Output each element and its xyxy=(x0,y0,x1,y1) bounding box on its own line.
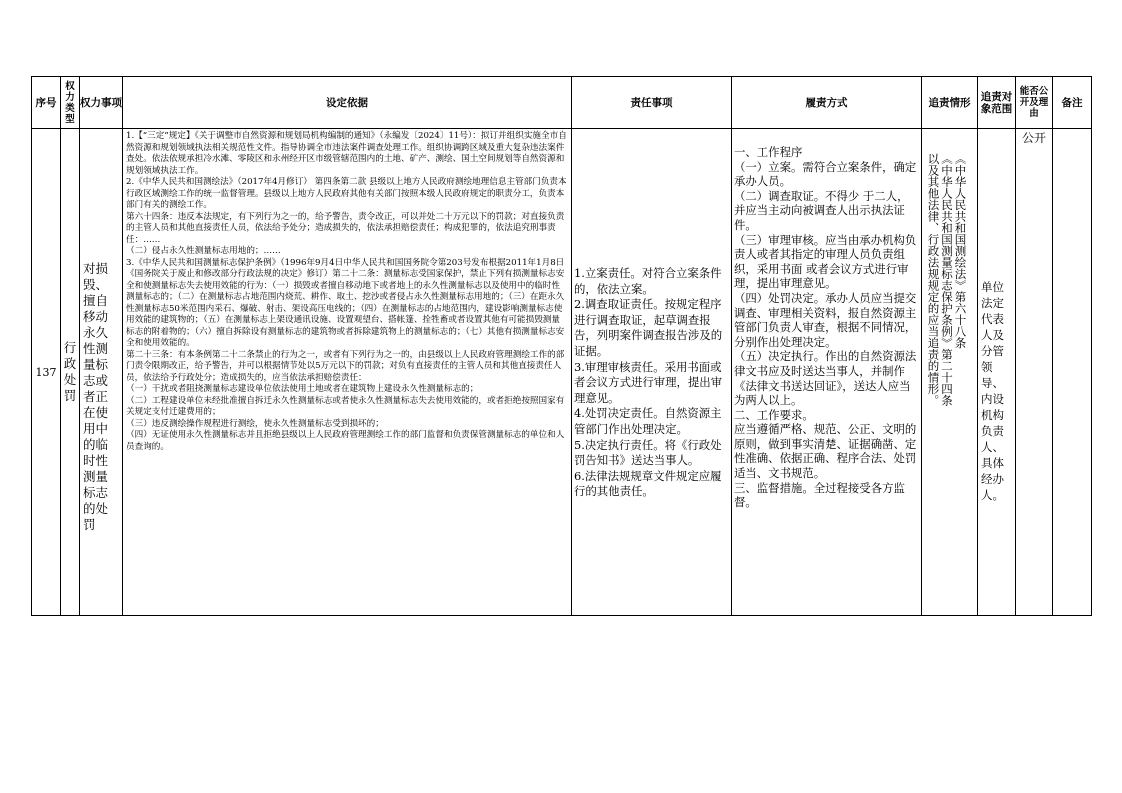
row-resp-cell xyxy=(572,129,732,616)
header-scope: 追责对象范围 xyxy=(978,77,1016,129)
situ-col: 《中华人民共和国测绘法》第六十八条 xyxy=(953,153,968,349)
basis-paragraph: 2.《中华人民共和国测绘法》（2017年4月修订） 第四条第二款 县级以上地方人民政府测绘地理信息主管部门负责本行政区域测绘工作的统一监督管理。县级以上地方人民政府其他有关部门按照本级人民政府规定的职责分工，负责本部门有关的测绘工作。 xyxy=(126,177,567,210)
row-item: 对损毁、擅自移动永久性测量标志或者正在使用中的临时性测量标志的处罚 xyxy=(83,261,109,532)
row-note xyxy=(1053,129,1092,616)
way-item: 应当遵循严格、规范、公正、文明的原则，做到事实清楚、证据确凿、定性准确、依据正确、程序合法、处罚适当、文书规范。 xyxy=(734,422,917,481)
row-type-cell xyxy=(61,129,80,616)
header-way: 履责方式 xyxy=(732,77,922,129)
way-item: 二、工作要求。 xyxy=(734,407,814,422)
resp-item: 6.法律法规规章文件规定应履行的其他责任。 xyxy=(574,468,722,499)
row-resp xyxy=(572,129,731,500)
way-item: （三）审理审核。应当由承办机构负责人或者其指定的审理人员负责组织，采用书面 或者会议方式进行审理，提出审理意见。 xyxy=(734,232,917,291)
way-item: 三、监督措施。全过程接受各方监督。 xyxy=(734,480,905,510)
basis-paragraph: （三）违反测绘操作规程进行测绘，使永久性测量标志受到损坏的； xyxy=(126,418,384,429)
row-item-cell xyxy=(80,129,123,616)
basis-paragraph: （二）侵占永久性测量标志用地的；…… xyxy=(126,246,281,256)
basis-paragraph: （四）无证使用永久性测量标志并且拒绝县级以上人民政府管理测绘工作的部门监督和负责保管测量标志的单位和人员查询的。 xyxy=(126,430,565,452)
header-item: 权力事项 xyxy=(80,77,123,129)
resp-item: 4.处罚决定责任。自然资源主管部门作出处理决定。 xyxy=(574,406,722,436)
basis-paragraph: 第六十四条：违反本法规定，有下列行为之一的，给予警告，责令改正，可以并处二十万元以下的罚款；对直接负责的主管人员和其他直接责任人员，依法给予处分；造成损失的，依法承担赔偿责任；构成犯罪的，依法追究刑事责任：…… xyxy=(126,211,565,245)
situ-columns xyxy=(926,153,977,533)
basis-paragraph: （一）干扰或者阻挠测量标志建设单位依法使用土地或者在建筑物上建设永久性测量标志的； xyxy=(126,384,479,394)
way-item: （四）处罚决定。承办人员应当提交调查、审理相关资料，报自然资源主管部门负责人审查，根据不同情况，分别作出处理决定。 xyxy=(734,290,917,349)
header-seq: 序号 xyxy=(32,77,61,129)
header-type: 权力类型 xyxy=(61,77,80,129)
row-way-cell xyxy=(732,129,922,616)
header-situ: 追责情形 xyxy=(922,77,978,129)
table-row xyxy=(32,129,1092,616)
resp-item: 1.立案责任。对符合立案条件的，依法立案。 xyxy=(574,266,722,296)
way-item: （五）决定执行。作出的自然资源法律文书应及时送达当事人，并制作《法律文书送达回证》，送达人应当为两人以上。 xyxy=(734,349,917,408)
situ-col: 以及其他法律、行政法规规定的应当追责的情形。 xyxy=(926,153,941,406)
header-open: 能否公开及理由 xyxy=(1016,77,1053,129)
row-situ-cell xyxy=(922,129,978,616)
situ-col: 《中华人民共和国测量标志保护条例》第二十四条 xyxy=(940,153,954,406)
basis-paragraph: 第二十三条：有本条例第二十二条禁止的行为之一，或者有下列行为之一的，由县级以上人民政府管理测绘工作的部门责令限期改正，给予警告，并可以根据情节处以5万元以下的罚款；对负有直接责任的主管人员和其他直接责任人员，依法给予行政处分；造成损失的，应当依法承担赔偿责任： xyxy=(126,349,565,383)
resp-item: 2.调查取证责任。按规定程序进行调查取证，起草调查报告，列明案件调查报告涉及的证据。 xyxy=(574,297,723,358)
row-scope-cell xyxy=(978,129,1016,616)
row-basis xyxy=(123,129,571,453)
row-way xyxy=(732,129,921,510)
row-basis-cell xyxy=(123,129,572,616)
row-type: 行政处罚 xyxy=(63,340,77,403)
resp-item: 5.决定执行责任。将《行政处罚告知书》送达当事人。 xyxy=(574,437,722,468)
row-seq: 137 xyxy=(32,129,61,616)
row-situ xyxy=(922,129,977,533)
way-item: （二）调查取证。不得少 于二人，并应当主动向被调查人出示执法证件。 xyxy=(734,188,909,232)
row-scope: 单位法定代表人及分管领导、内设机构负责人、具体经办人。 xyxy=(981,280,1004,502)
basis-paragraph: 3.《中华人民共和国测量标志保护条例》（1996年9月4日中华人民共和国国务院令第203号发布根据2011年1月8日《国务院关于废止和修改部分行政法规的决定》修订）第二十二条：测量标志受国家保护，禁止下列有损测量标志安全和使测量标志失去使用效能的行为：（一）损毁或者擅自移动地下或者地上的永久性测量标志以及使用中的临时性测量标志的；（二）在测量标志占地范围内烧荒、耕作、取土、挖沙或者侵占永久性测量标志用地的；（三）在距永久性测量标志50米范围内采石、爆破、射击、架设高压电线的；（四）在测量标志的占地范围内，建设影响测量标志使用效能的建筑物的；（五）在测量标志上架设通讯设施、设置观望台、搭帐篷、拴牲畜或者设置其他有可能损毁测量标志的附着物的；（六）擅自拆除设有测量标志的建筑物或者拆除建筑物上的测量标志的；（七）其他有损测量标志安全和使用效能的。 xyxy=(126,257,565,348)
basis-paragraph: （二）工程建设单位未经批准擅自拆迁永久性测量标志或者使永久性测量标志失去使用效能的，或者拒绝按照国家有关规定支付迁建费用的； xyxy=(126,395,565,417)
basis-paragraph: 1.【“三定”规定】《关于调整市自然资源和规划局机构编制的通知》（永编发〔2024〕11号）：拟订并组织实施全市自然资源和规划领域执法相关规范性文件。指导协调全市违法案件调查处理工作。组织协调跨区域及重大复杂违法案件查处。依法依规承担冷水滩、零陵区和永州经开区市级管辖范围内的土地、矿产、测绘、国土空间规划等自然资源和规划领域执法工作。 xyxy=(126,131,567,176)
header-basis: 设定依据 xyxy=(123,77,572,129)
resp-item: 3.审理审核责任。采用书面或者会议方式进行审理，提出审理意见。 xyxy=(574,359,723,405)
power-list-table xyxy=(31,76,1092,616)
way-item: （一）立案。需符合立案条件，确定承办人员。 xyxy=(734,159,917,189)
header-row xyxy=(32,77,1092,129)
header-resp: 责任事项 xyxy=(572,77,732,129)
row-open: 公开 xyxy=(1016,129,1053,616)
way-item: 一、工作程序 xyxy=(734,145,803,159)
header-note: 备注 xyxy=(1053,77,1092,129)
